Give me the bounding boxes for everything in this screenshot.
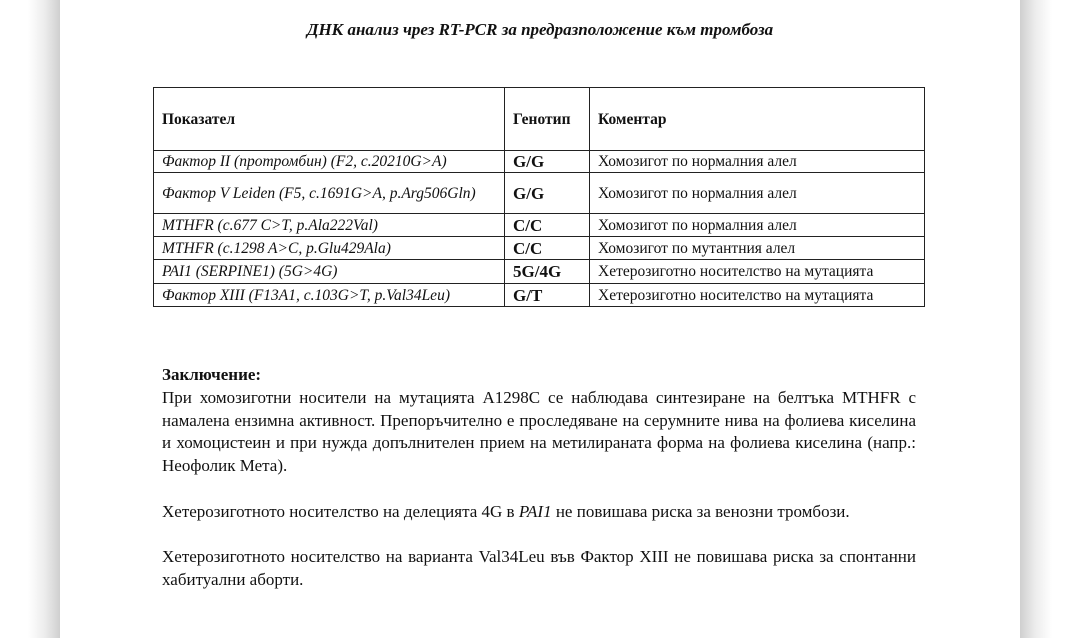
text-span: не повишава риска за венозни тромбози. (551, 501, 850, 521)
comment-cell: Хомозигот по мутантния алел (590, 237, 925, 260)
table-row (154, 214, 925, 237)
indicator-cell: Фактор V Leiden (F5, c.1691G>A, p.Arg506Gln) (154, 173, 505, 214)
conclusion-paragraph-mthfr: При хомозиготни носители на мутацията A1298C се наблюдава синтезиране на белтъка MTHFR с намалена ензимна активност. Препоръчително е проследяване на серумните нива на фолиева киселина и хомоцистеин и при нужда допълнителен прием на метилираната форма на фолиева киселина (напр.: Неофолик Мета). (162, 387, 916, 476)
page-shadow-left (0, 0, 60, 638)
conclusion-heading: Заключение: (162, 365, 262, 384)
results-table (153, 87, 925, 307)
table-row (154, 173, 925, 214)
text-span: Хетерозиготното носителство на делецията 4G в (162, 501, 519, 521)
indicator-cell: Фактор XIII (F13A1, c.103G>T, p.Val34Leu) (154, 284, 505, 307)
document-title: ДНК анализ чрез RT-PCR за предразположение към тромбоза (306, 20, 774, 39)
genotype-cell: 5G/4G (505, 260, 590, 284)
document-page (60, 0, 1020, 638)
table-row (154, 237, 925, 260)
genotype-cell: G/T (505, 284, 590, 307)
genotype-cell: G/G (505, 173, 590, 214)
header-comment: Коментар (590, 88, 925, 151)
comment-cell: Хомозигот по нормалния алел (590, 173, 925, 214)
comment-cell: Хетерозиготно носителство на мутацията (590, 284, 925, 307)
comment-cell: Хетерозиготно носителство на мутацията (590, 260, 925, 284)
table-row (154, 151, 925, 173)
indicator-cell: Фактор II (протромбин) (F2, c.20210G>A) (154, 151, 505, 173)
page-shadow-right (1020, 0, 1080, 638)
gene-name: PAI1 (518, 501, 552, 521)
indicator-cell: MTHFR (c.677 C>T, p.Ala222Val) (154, 214, 505, 237)
indicator-cell: MTHFR (c.1298 A>C, p.Glu429Ala) (154, 237, 505, 260)
comment-cell: Хомозигот по нормалния алел (590, 214, 925, 237)
table-row (154, 260, 925, 284)
conclusion-paragraph-pai1 (162, 501, 916, 524)
table-row (154, 284, 925, 307)
comment-cell: Хомозигот по нормалния алел (590, 151, 925, 173)
table-header-row (154, 88, 925, 151)
genotype-cell: C/C (505, 214, 590, 237)
indicator-cell: PAI1 (SERPINE1) (5G>4G) (154, 260, 505, 284)
conclusion-paragraph-factor13: Хетерозиготното носителство на варианта Val34Leu във Фактор XIII не повишава риска за спонтанни хабитуални аборти. (162, 547, 916, 590)
conclusion-section (162, 364, 916, 615)
genotype-cell: G/G (505, 151, 590, 173)
header-indicator: Показател (154, 88, 505, 151)
header-genotype: Генотип (505, 88, 590, 151)
genotype-cell: C/C (505, 237, 590, 260)
